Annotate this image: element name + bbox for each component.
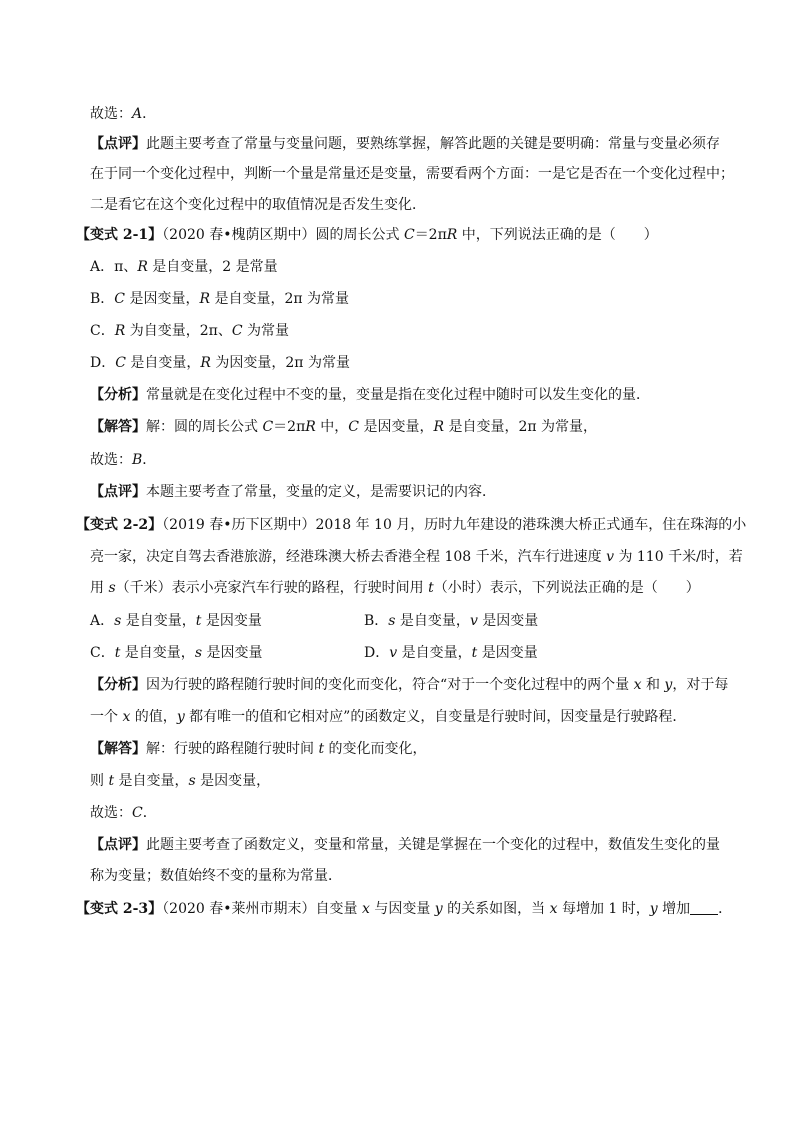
answer-value: C bbox=[132, 805, 143, 821]
math-var: x bbox=[549, 901, 558, 917]
math-var: C bbox=[348, 419, 359, 435]
option-text: B． bbox=[90, 291, 115, 307]
answer-line-1 bbox=[90, 104, 156, 124]
option-text: A． bbox=[90, 613, 115, 629]
option-a bbox=[90, 613, 262, 629]
option-b bbox=[364, 611, 538, 631]
option-text: 是因变量 bbox=[201, 613, 262, 629]
option-text: C． bbox=[90, 323, 115, 339]
comment-1-line-2 bbox=[90, 164, 734, 184]
variant-2-2-line-3 bbox=[90, 578, 700, 598]
comment-tag: 【点评】 bbox=[90, 484, 146, 500]
question-text: （千米）表示小亮家汽车行驶的路程，行驶时间用 bbox=[115, 580, 429, 596]
option-text: 是自变量， bbox=[395, 613, 470, 629]
math-var: t bbox=[114, 645, 121, 661]
math-var: y bbox=[649, 901, 658, 917]
question-text: 每增加 1 时， bbox=[557, 901, 650, 917]
math-var: R bbox=[433, 419, 444, 435]
math-var: s bbox=[188, 773, 196, 789]
math-var: v bbox=[389, 645, 398, 661]
math-var: s bbox=[108, 580, 116, 596]
math-var: t bbox=[195, 613, 202, 629]
analysis-text: 和 bbox=[641, 677, 665, 693]
question-text: （小时）表示，下列说法正确的是（ ） bbox=[433, 580, 700, 596]
analysis-tag: 【分析】 bbox=[90, 387, 146, 403]
answer-label: 故选： bbox=[90, 106, 132, 122]
solution-text: 解：圆的周长公式 bbox=[146, 419, 263, 435]
comment-text: 此题主要考查了函数定义，变量和常量，关键是掌握在一个变化的过程中，数值发生变化的量 bbox=[146, 837, 720, 853]
option-d bbox=[364, 643, 538, 663]
math-var: R bbox=[199, 291, 211, 307]
variant-2-1-question bbox=[76, 225, 658, 245]
variant-tag: 【变式 2-1】 bbox=[76, 227, 163, 243]
math-var: C bbox=[115, 355, 126, 371]
solution-text: 则 bbox=[90, 773, 109, 789]
solution-tag: 【解答】 bbox=[90, 419, 146, 435]
math-var: y bbox=[664, 677, 673, 693]
math-var: R bbox=[114, 323, 126, 339]
comment-text: 称为变量；数值始终不变的量称为常量． bbox=[90, 868, 342, 884]
answer-blank[interactable] bbox=[690, 900, 718, 915]
math-var: C bbox=[262, 419, 274, 435]
option-text: C． bbox=[90, 645, 115, 661]
analysis-text: 常量就是在变化过程中不变的量，变量是指在变化过程中随时可以发生变化的量． bbox=[146, 387, 650, 403]
comment-text: 本题主要考查了常量，变量的定义，是需要识记的内容． bbox=[146, 484, 496, 500]
analysis-text: ，对于每 bbox=[672, 677, 729, 693]
option-text: 为因变量，2π 为常量 bbox=[210, 355, 350, 371]
math-var: s bbox=[194, 645, 202, 661]
solution-text: 的变化而变化， bbox=[324, 741, 427, 757]
analysis-tag: 【分析】 bbox=[90, 677, 146, 693]
comment-text: 在于同一个变化过程中，判断一个量是常量还是变量，需要看两个方面：一是它是否在一个变化过程中； bbox=[90, 166, 734, 182]
comment-2 bbox=[90, 482, 496, 502]
option-text: A．π、 bbox=[90, 259, 138, 275]
math-var: C bbox=[403, 227, 415, 243]
math-var: C bbox=[231, 323, 243, 339]
math-var: x bbox=[633, 677, 642, 693]
option-text: D． bbox=[364, 645, 390, 661]
option-text: 为自变量，2π、 bbox=[125, 323, 232, 339]
solution-2-line-2 bbox=[90, 771, 270, 791]
punct: ． bbox=[142, 106, 157, 122]
solution-1 bbox=[90, 417, 597, 437]
solution-text: 解：行驶的路程随行驶时间 bbox=[146, 741, 319, 757]
option-text: 为常量 bbox=[242, 323, 289, 339]
analysis-2-line-2 bbox=[90, 707, 686, 727]
variant-tag: 【变式 2-3】 bbox=[76, 901, 163, 917]
comment-tag: 【点评】 bbox=[90, 136, 146, 152]
option-text: 是自变量， bbox=[397, 645, 472, 661]
math-var: x bbox=[361, 901, 370, 917]
solution-tag: 【解答】 bbox=[90, 741, 146, 757]
math-var: s bbox=[114, 613, 122, 629]
question-text: 为 110 千米/时，若 bbox=[614, 549, 743, 565]
answer-line-3 bbox=[90, 803, 157, 823]
analysis-2-line-1 bbox=[90, 675, 728, 695]
punct: ． bbox=[142, 452, 157, 468]
option-text: 是因变量 bbox=[477, 613, 539, 629]
math-var: s bbox=[388, 613, 396, 629]
math-var: t bbox=[471, 645, 478, 661]
answer-label: 故选： bbox=[90, 805, 132, 821]
option-text: 是因变量， bbox=[125, 291, 200, 307]
option-text: D． bbox=[90, 355, 116, 371]
answer-value: A bbox=[132, 106, 143, 122]
answer-value: B bbox=[132, 452, 143, 468]
answer-line-2 bbox=[90, 450, 156, 470]
solution-2-line-1 bbox=[90, 739, 427, 759]
comment-text: 二是看它在这个变化过程中的取值情况是否发生变化． bbox=[90, 197, 426, 213]
question-text: 用 bbox=[90, 580, 109, 596]
option-text: 是自变量，2 是常量 bbox=[147, 259, 278, 275]
punct: ． bbox=[718, 901, 733, 917]
question-text: 中，下列说法正确的是（ ） bbox=[457, 227, 658, 243]
solution-text: ＝2π bbox=[273, 419, 306, 435]
question-text: （2020 春•槐荫区期中）圆的周长公式 bbox=[162, 227, 404, 243]
math-var: C bbox=[114, 291, 126, 307]
option-text: 是因变量 bbox=[202, 645, 263, 661]
option-a bbox=[90, 257, 278, 277]
question-text: 增加 bbox=[657, 901, 691, 917]
option-c bbox=[90, 321, 289, 341]
comment-1-line-3 bbox=[90, 195, 426, 215]
comment-3-line-1 bbox=[90, 835, 720, 855]
math-var: x bbox=[122, 709, 131, 725]
option-b bbox=[90, 289, 349, 309]
option-text: 是自变量， bbox=[125, 355, 201, 371]
analysis-text: 都有唯一的值和它相对应”的函数定义，自变量是行驶时间，因变量是行驶路程． bbox=[184, 709, 687, 725]
solution-text: 是自变量， bbox=[114, 773, 189, 789]
answer-label: 故选： bbox=[90, 452, 132, 468]
math-var: y bbox=[176, 709, 185, 725]
math-var: R bbox=[137, 259, 148, 275]
question-text: 亮一家，决定自驾去香港旅游，经港珠澳大桥去香港全程 108 千米，汽车行进速度 bbox=[90, 549, 607, 565]
math-var: R bbox=[446, 227, 458, 243]
variant-2-3-question bbox=[76, 899, 732, 919]
question-text: （2019 春•历下区期中）2018 年 10 月，历时九年建设的港珠澳大桥正式通车，住在珠海的小 bbox=[162, 517, 747, 533]
solution-text: 是因变量， bbox=[195, 773, 271, 789]
option-d bbox=[90, 353, 350, 373]
question-text: 的关系如图，当 bbox=[442, 901, 550, 917]
comment-3-line-2 bbox=[90, 866, 342, 886]
variant-2-2-line-2 bbox=[90, 547, 743, 567]
comment-tag: 【点评】 bbox=[90, 837, 146, 853]
option-text: B． bbox=[364, 613, 389, 629]
question-text: （2020 春•莱州市期末）自变量 bbox=[162, 901, 362, 917]
math-var: y bbox=[434, 901, 443, 917]
option-text: 是自变量， bbox=[121, 613, 196, 629]
solution-text: 是因变量， bbox=[359, 419, 434, 435]
option-text: 是自变量，2π 为常量 bbox=[210, 291, 350, 307]
option-text: 是自变量， bbox=[120, 645, 195, 661]
option-c bbox=[90, 645, 262, 661]
options-cd bbox=[90, 643, 690, 663]
math-var: R bbox=[305, 419, 316, 435]
analysis-text: 一个 bbox=[90, 709, 123, 725]
analysis-1 bbox=[90, 385, 650, 405]
math-var: t bbox=[318, 741, 325, 757]
math-var: v bbox=[469, 613, 478, 629]
comment-1-line-1 bbox=[90, 134, 720, 154]
option-text: 是因变量 bbox=[477, 645, 538, 661]
comment-text: 此题主要考查了常量与变量问题，要熟练掌握，解答此题的关键是要明确：常量与变量必须存 bbox=[146, 136, 720, 152]
analysis-text: 因为行驶的路程随行驶时间的变化而变化，符合“对于一个变化过程中的两个量 bbox=[146, 677, 634, 693]
math-var: t bbox=[108, 773, 115, 789]
variant-tag: 【变式 2-2】 bbox=[76, 517, 163, 533]
question-text: ＝2π bbox=[414, 227, 447, 243]
math-var: v bbox=[606, 549, 614, 565]
variant-2-2-line-1 bbox=[76, 515, 746, 535]
question-text: 与因变量 bbox=[369, 901, 435, 917]
math-var: t bbox=[428, 580, 434, 596]
solution-text: 中， bbox=[315, 419, 349, 435]
solution-text: 是自变量，2π 为常量， bbox=[444, 419, 598, 435]
math-var: R bbox=[200, 355, 211, 371]
analysis-text: 的值， bbox=[130, 709, 177, 725]
options-ab bbox=[90, 611, 690, 631]
punct: ． bbox=[142, 805, 157, 821]
